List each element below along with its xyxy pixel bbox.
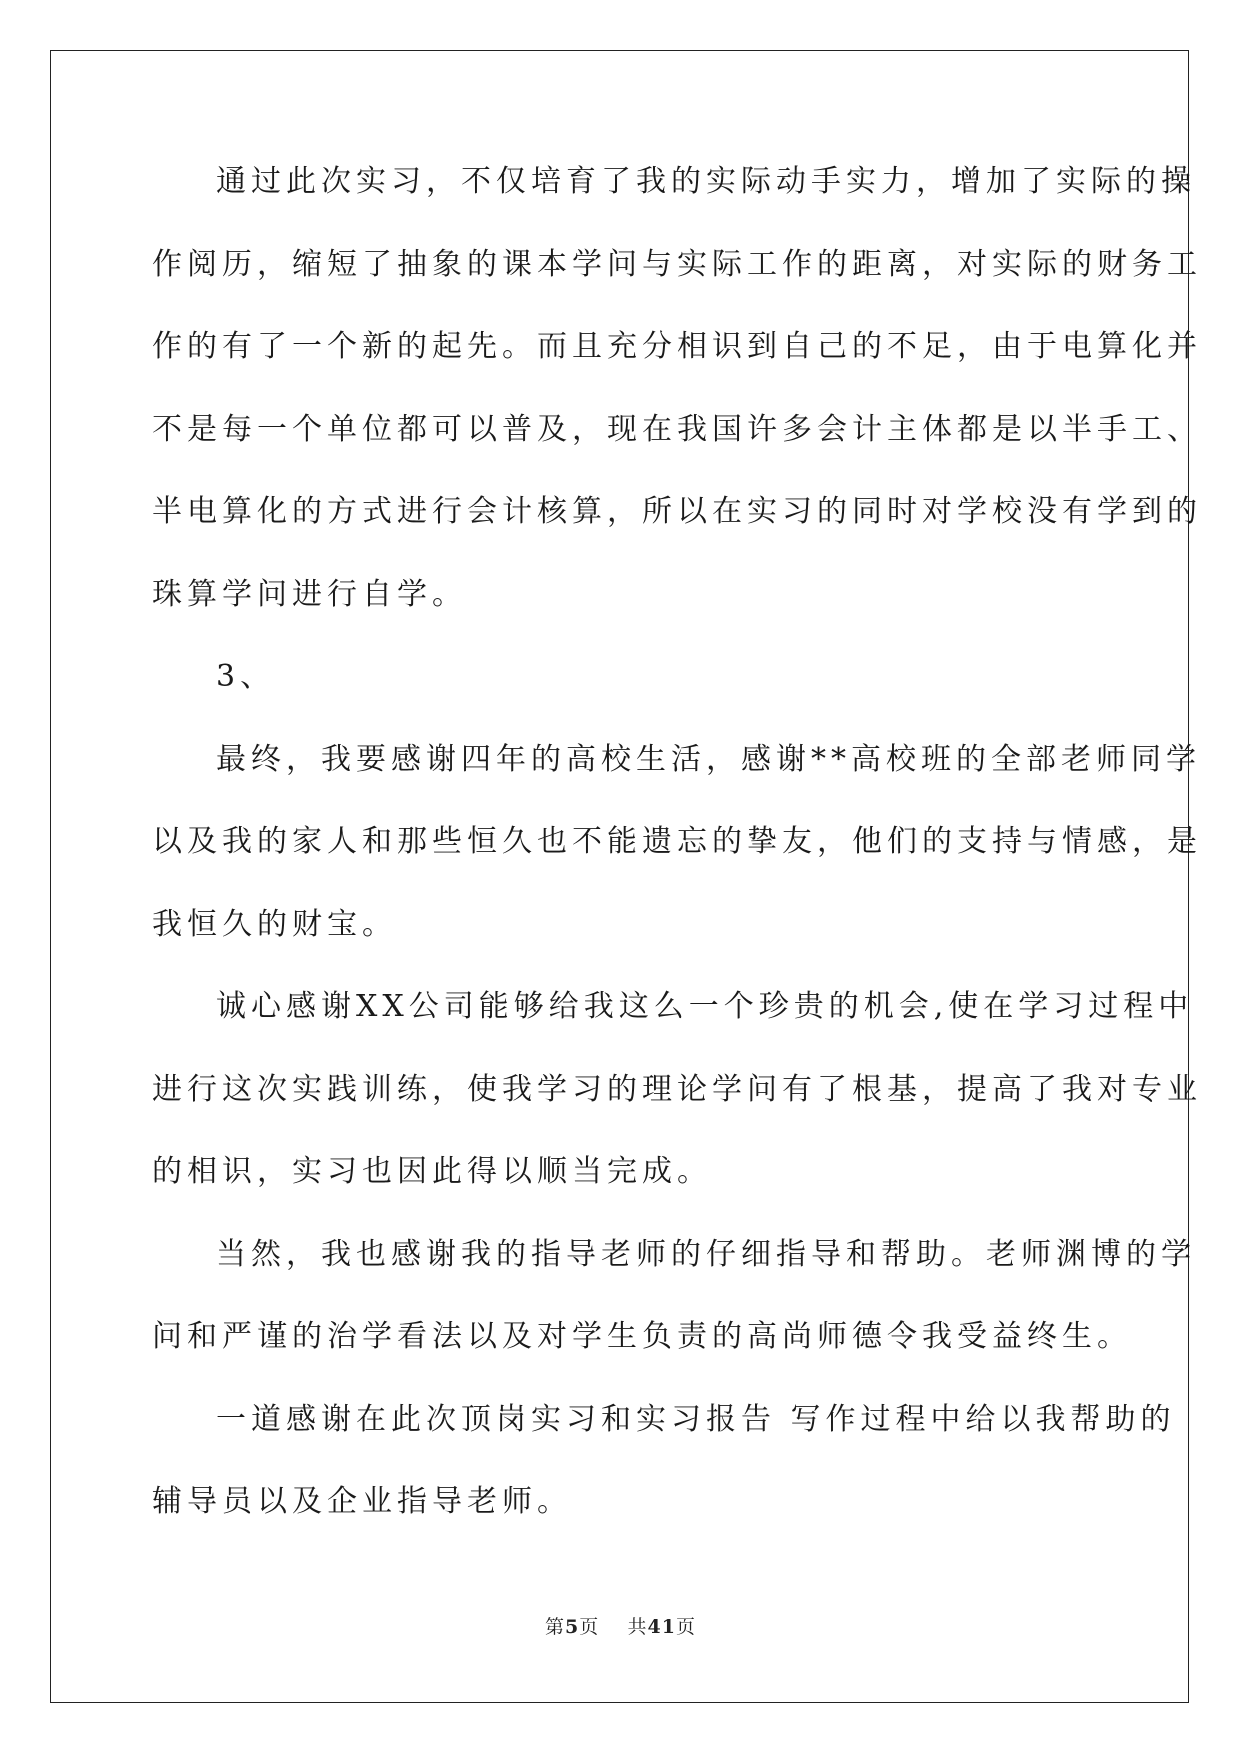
text-line: 辅导员以及企业指导老师。 [152,1484,572,1519]
text-line: 最终，我要感谢四年的高校生活，感谢**高校班的全部老师同学 [216,741,1201,777]
text-line: 当然，我也感谢我的指导老师的仔细指导和帮助。老师渊博的学 [216,1236,1196,1272]
paragraph-p4 [152,986,1202,1193]
paragraph-p2 [152,656,1092,698]
document-body [152,161,1202,1564]
footer-page-suffix: 页 [579,1616,600,1638]
paragraph-p1 [152,161,1202,616]
text-line: 不是每一个单位都可以普及，现在我国许多会计主体都是以半手工、 [152,411,1202,447]
paragraph-p5 [152,1234,1196,1359]
text-line: 以及我的家人和那些恒久也不能遗忘的挚友，他们的支持与情感，是 [152,824,1202,859]
footer-total-suffix: 页 [675,1616,696,1638]
text-line: 进行这次实践训练，使我学习的理论学问有了根基，提高了我对专业 [152,1071,1202,1107]
text-line: 3、 [216,659,276,694]
footer-total-prefix: 共 [627,1616,648,1638]
text-line: 一道感谢在此次顶岗实习和实习报告 写作过程中给以我帮助的 [216,1401,1176,1437]
paragraph-p3 [152,739,1202,946]
page-footer [0,1612,1241,1639]
footer-prefix: 第 [545,1616,566,1638]
text-line: 作阅历，缩短了抽象的课本学问与实际工作的距离，对实际的财务工 [152,246,1202,282]
current-page-number: 5 [565,1616,580,1638]
text-line: 半电算化的方式进行会计核算，所以在实习的同时对学校没有学到的 [152,494,1202,529]
text-line: 诚心感谢XX公司能够给我这么一个珍贵的机会,使在学习过程中 [216,989,1194,1024]
text-line: 珠算学问进行自学。 [152,576,467,612]
paragraph-p6 [152,1399,1176,1524]
text-line: 我恒久的财宝。 [152,906,397,942]
text-line: 作的有了一个新的起先。而且充分相识到自己的不足，由于电算化并 [152,329,1202,364]
text-line: 的相识，实习也因此得以顺当完成。 [152,1154,712,1189]
total-pages-number: 41 [647,1616,676,1638]
text-line: 问和严谨的治学看法以及对学生负责的高尚师德令我受益终生。 [152,1319,1132,1354]
text-line: 通过此次实习，不仅培育了我的实际动手实力，增加了实际的操 [216,164,1196,199]
